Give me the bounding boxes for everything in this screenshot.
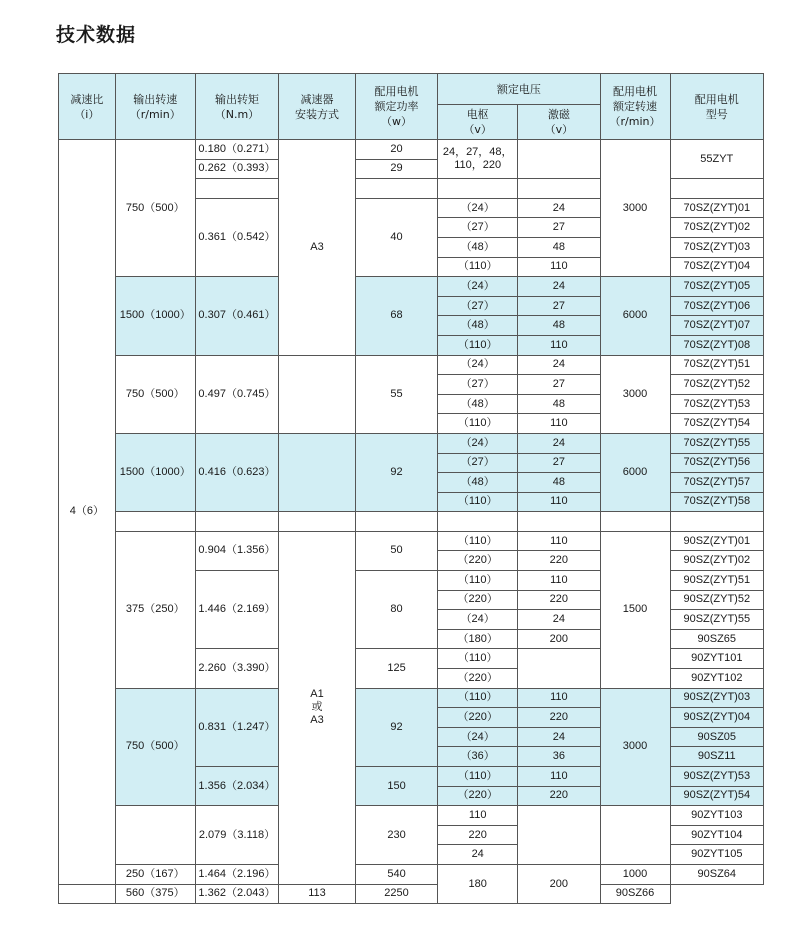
model-cell: 90SZ(ZYT)52 [670,590,763,610]
excitation-cell: 27 [518,296,600,316]
page-title: 技术数据 [56,24,137,46]
armature-cell: （24） [438,277,518,297]
speed-cell: 250（167） [115,864,195,884]
motor-speed-cell: 6000 [600,277,670,355]
speed-cell: 750（500） [115,688,195,806]
mount-cell [279,433,356,511]
excitation-cell: 110 [518,414,600,434]
model-cell: 70SZ(ZYT)01 [670,198,763,218]
armature-cell: （110） [438,767,518,787]
header-row [59,74,764,105]
model-cell: 90SZ64 [670,864,763,884]
excitation-cell: 220 [518,590,600,610]
mount-cell: A1 或 A3 [279,531,356,884]
armature-cell: （180） [438,629,518,649]
mount-cell [279,512,356,532]
ratio-cell: 4（6） [59,140,116,885]
torque-cell: 1.356（2.034） [195,767,278,806]
excitation-cell: 110 [518,571,600,591]
torque-cell: 1.464（2.196） [195,864,278,884]
torque-cell: 2.260（3.390） [195,649,278,688]
excitation-cell: 110 [518,335,600,355]
power-cell: 80 [355,571,437,649]
model-cell: 90SZ(ZYT)54 [670,786,763,806]
header-excitation: 激磁 （v） [518,105,600,140]
excitation-cell: 200 [518,864,600,903]
torque-cell: 0.416（0.623） [195,433,278,511]
armature-cell: （24） [438,727,518,747]
header-ratio: 减速比 （i） [59,74,116,140]
header-voltage: 额定电压 [438,74,600,105]
speed-cell: 375（250） [115,531,195,688]
torque-cell: 0.307（0.461） [195,277,278,355]
excitation-cell: 27 [518,453,600,473]
header-torque: 输出转矩 （N.m） [195,74,278,140]
model-cell: 70SZ(ZYT)51 [670,355,763,375]
armature-cell: （220） [438,786,518,806]
excitation-cell: 24 [518,198,600,218]
torque-cell: 0.262（0.393） [195,159,278,179]
header-model: 配用电机 型号 [670,74,763,140]
model-cell: 70SZ(ZYT)04 [670,257,763,277]
motor-speed-cell: 1000 [600,864,670,884]
speed-cell: 1500（1000） [115,277,195,355]
excitation-cell [518,806,600,865]
excitation-cell: 110 [518,767,600,787]
power-cell: 125 [355,649,437,688]
model-cell: 70SZ(ZYT)08 [670,335,763,355]
model-cell: 90SZ66 [600,884,670,904]
excitation-cell: 48 [518,237,600,257]
excitation-cell: 48 [518,394,600,414]
armature-cell: （27） [438,453,518,473]
armature-cell: （220） [438,708,518,728]
excitation-cell: 24 [518,727,600,747]
excitation-cell: 110 [518,492,600,512]
excitation-cell: 27 [518,218,600,238]
armature-cell: （110） [438,688,518,708]
power-cell: 92 [355,433,437,511]
model-cell: 90SZ(ZYT)55 [670,610,763,630]
header-motor-speed: 配用电机 额定转速 （r/min） [600,74,670,140]
model-cell: 70SZ(ZYT)58 [670,492,763,512]
excitation-cell: 110 [518,257,600,277]
armature-cell: （110） [438,335,518,355]
ratio-cell [59,884,116,904]
model-cell: 90ZYT101 [670,649,763,669]
torque-cell: 0.180（0.271） [195,140,278,160]
speed-cell [115,806,195,865]
torque-cell [195,512,278,532]
torque-cell: 2.079（3.118） [195,806,278,865]
power-cell [355,179,437,199]
speed-cell [115,512,195,532]
torque-cell [195,179,278,199]
motor-speed-cell [600,512,670,532]
model-cell: 55ZYT [670,140,763,179]
model-cell: 90ZYT105 [670,845,763,865]
model-cell: 90ZYT104 [670,825,763,845]
speed-cell: 1500（1000） [115,433,195,511]
excitation-cell: 27 [518,375,600,395]
excitation-cell: 36 [518,747,600,767]
armature-cell: （27） [438,296,518,316]
model-cell: 70SZ(ZYT)03 [670,237,763,257]
table-row [59,806,764,826]
excitation-cell: 48 [518,316,600,336]
model-cell: 90SZ(ZYT)53 [670,767,763,787]
excitation-cell: 24 [518,277,600,297]
armature-cell: （27） [438,218,518,238]
armature-cell: 180 [438,864,518,903]
excitation-cell: 220 [518,786,600,806]
armature-cell [438,179,518,199]
armature-cell: （110） [438,414,518,434]
armature-cell: （36） [438,747,518,767]
table-row [59,884,764,904]
model-cell: 70SZ(ZYT)54 [670,414,763,434]
motor-speed-cell: 1500 [600,531,670,688]
excitation-cell [518,179,600,199]
model-cell: 70SZ(ZYT)05 [670,277,763,297]
model-cell: 90SZ05 [670,727,763,747]
torque-cell: 1.446（2.169） [195,571,278,649]
motor-speed-cell: 3000 [600,355,670,433]
header-armature: 电枢 （v） [438,105,518,140]
armature-cell: （48） [438,237,518,257]
model-cell: 70SZ(ZYT)52 [670,375,763,395]
excitation-cell [518,140,600,179]
armature-cell [438,512,518,532]
model-cell [670,179,763,199]
excitation-cell: 220 [518,551,600,571]
model-cell: 70SZ(ZYT)02 [670,218,763,238]
armature-cell: （110） [438,531,518,551]
armature-cell: （24） [438,433,518,453]
header-speed: 输出转速 （r/min） [115,74,195,140]
armature-cell: （110） [438,649,518,669]
header-mount: 减速器 安装方式 [279,74,356,140]
armature-cell: （110） [438,492,518,512]
model-cell: 90SZ(ZYT)01 [670,531,763,551]
motor-speed-cell: 3000 [600,140,670,277]
excitation-cell: 48 [518,473,600,493]
power-cell: 50 [355,531,437,570]
power-cell: 40 [355,198,437,276]
speed-cell: 560（375） [115,884,195,904]
excitation-cell: 220 [518,708,600,728]
armature-cell: 110 [438,806,518,826]
excitation-cell: 200 [518,629,600,649]
excitation-cell: 24 [518,355,600,375]
speed-cell: 750（500） [115,140,195,277]
excitation-cell: 110 [518,688,600,708]
armature-cell: 24，27，48， 110，220 [438,140,518,179]
model-cell: 70SZ(ZYT)06 [670,296,763,316]
armature-cell: （220） [438,551,518,571]
power-cell: 20 [355,140,437,160]
motor-speed-cell: 3000 [600,688,670,806]
armature-cell: （48） [438,316,518,336]
table-row [59,433,764,453]
model-cell: 70SZ(ZYT)55 [670,433,763,453]
armature-cell: （27） [438,375,518,395]
model-cell [670,512,763,532]
armature-cell: （220） [438,590,518,610]
model-cell: 70SZ(ZYT)53 [670,394,763,414]
mount-cell: A3 [279,140,356,356]
power-cell: 55 [355,355,437,433]
model-cell: 90SZ(ZYT)02 [670,551,763,571]
model-cell: 70SZ(ZYT)07 [670,316,763,336]
armature-cell: （24） [438,610,518,630]
speed-cell: 750（500） [115,355,195,433]
motor-speed-cell: 2250 [355,884,437,904]
table-row [59,688,764,708]
table-row [59,277,764,297]
model-cell: 70SZ(ZYT)57 [670,473,763,493]
power-cell: 92 [355,688,437,766]
model-cell: 90SZ(ZYT)51 [670,571,763,591]
armature-cell: （24） [438,198,518,218]
model-cell: 90SZ(ZYT)03 [670,688,763,708]
power-cell: 29 [355,159,437,179]
motor-speed-cell: 6000 [600,433,670,511]
armature-cell: （24） [438,355,518,375]
model-cell: 90SZ11 [670,747,763,767]
model-cell: 90ZYT103 [670,806,763,826]
armature-cell: 24 [438,845,518,865]
torque-cell: 0.361（0.542） [195,198,278,276]
armature-cell: （110） [438,571,518,591]
armature-cell: 220 [438,825,518,845]
torque-cell: 0.831（1.247） [195,688,278,766]
armature-cell: （48） [438,473,518,493]
torque-cell: 1.362（2.043） [195,884,278,904]
table-row [59,140,764,160]
excitation-cell: 24 [518,610,600,630]
model-cell: 70SZ(ZYT)56 [670,453,763,473]
excitation-cell [518,512,600,532]
torque-cell: 0.497（0.745） [195,355,278,433]
header-power: 配用电机 额定功率 （w） [355,74,437,140]
power-cell: 150 [355,767,437,806]
power-cell: 540 [355,864,437,884]
excitation-cell [518,649,600,688]
torque-cell: 0.904（1.356） [195,531,278,570]
spec-table [58,73,764,904]
model-cell: 90SZ(ZYT)04 [670,708,763,728]
power-cell: 68 [355,277,437,355]
excitation-cell: 110 [518,531,600,551]
model-cell: 90SZ65 [670,629,763,649]
model-cell: 90ZYT102 [670,669,763,689]
power-cell: 113 [279,884,356,904]
table-row [59,531,764,551]
mount-cell [279,355,356,433]
excitation-cell: 24 [518,433,600,453]
armature-cell: （110） [438,257,518,277]
power-cell: 230 [355,806,437,865]
table-row [59,355,764,375]
armature-cell: （220） [438,669,518,689]
motor-speed-cell [600,806,670,865]
table-row [59,864,764,884]
table-row [59,512,764,532]
armature-cell: （48） [438,394,518,414]
power-cell [355,512,437,532]
